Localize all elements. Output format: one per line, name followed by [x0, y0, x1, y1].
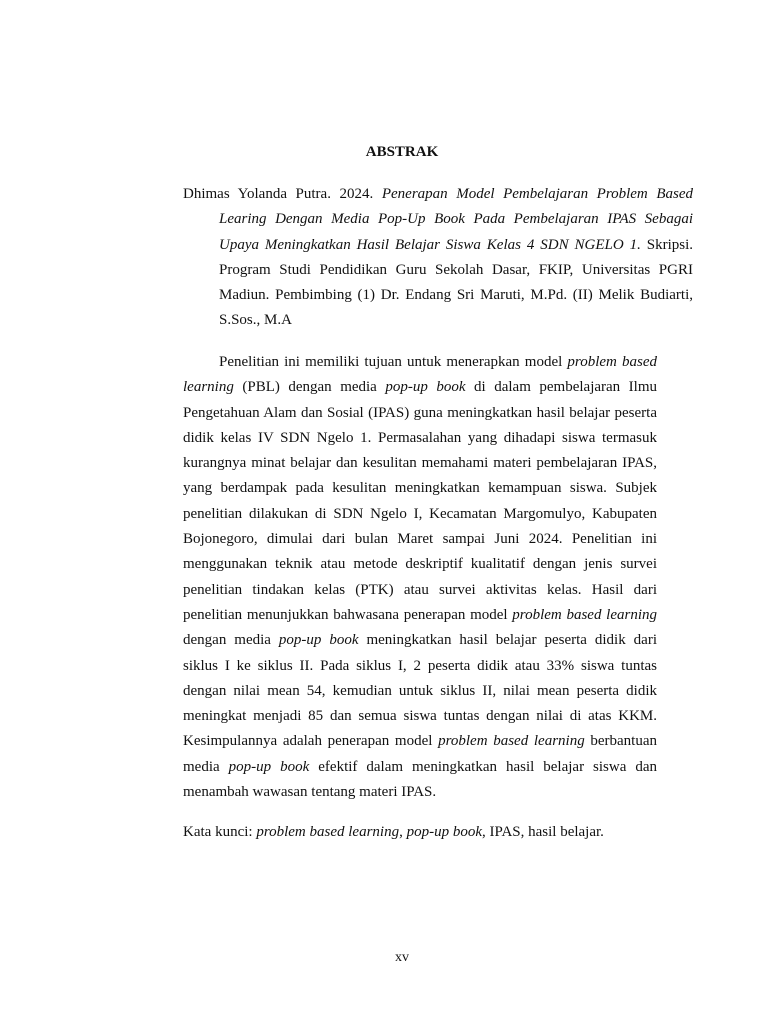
abstract-text: (PBL) dengan media: [233, 379, 386, 396]
page-number: xv: [395, 950, 409, 965]
keyword: problem based learning: [256, 824, 400, 840]
abstract-term: pop-up book: [228, 758, 310, 775]
abstract-term: pop-up book: [385, 379, 466, 396]
keyword-separator: ,: [399, 824, 407, 840]
citation-thesis-title: Penerapan Model Pembelajaran Problem Based Learing Dengan Media Pop-Up Book Pada Pembelajaran IPAS Sebagai Upaya Meningkatkan Hasil Belajar Siswa Kelas 4 SDN NGELO 1.: [219, 186, 693, 253]
keywords-rest: , IPAS, hasil belajar.: [481, 824, 604, 840]
abstract-text: meningkatkan hasil belajar peserta didik dari siklus I ke siklus II. Pada siklus I, 2 peserta didik atau 33% siswa tuntas dengan nilai mean 54, kemudian untuk siklus II, nilai mean peserta didik meningkat menjadi 85 dan semua siswa tuntas dengan nilai di atas KKM. Kesimpulannya adalah penerapan model: [183, 632, 658, 750]
keywords-label: Kata kunci:: [183, 824, 257, 840]
abstract-text: berbantuan media: [183, 733, 658, 775]
abstract-text: Penelitian ini memiliki tujuan untuk menerapkan model: [219, 354, 568, 370]
abstract-term: problem based learning: [183, 354, 657, 396]
abstract-text: di dalam pembelajaran Ilmu Pengetahuan Alam dan Sosial (IPAS) guna meningkatkan hasil belajar peserta didik kelas IV SDN Ngelo 1. Permasalahan yang dihadapi siswa termasuk kurangnya minat belajar dan kesulitan memahami materi pembelajaran IPAS, yang berdampak pada kesulitan meningkatkan kemampuan siswa. Subjek penelitian dilakukan di SDN Ngelo I, Kecamatan Margomulyo, Kabupaten Bojonegoro, dimulai dari bulan Maret sampai Juni 2024. Penelitian ini menggunakan teknik atau metode deskriptif kualitatif dengan jenis survei penelitian tindakan kelas (PTK) atau survei aktivitas kelas. Hasil dari penelitian menunjukkan bahwasana penerapan model: [183, 379, 658, 623]
citation-paragraph: [183, 182, 693, 334]
abstract-term: pop-up book: [278, 632, 359, 649]
abstract-text: efektif dalam meningkatkan hasil belajar siswa dan menambah wawasan tentang materi IPAS.: [183, 758, 658, 801]
keyword: pop-up book: [406, 824, 482, 840]
abstract-paragraph: [183, 350, 657, 805]
citation-author-year: Dhimas Yolanda Putra. 2024.: [183, 186, 382, 202]
abstract-text: dengan media: [183, 632, 279, 649]
citation-details: Skripsi. Program Studi Pendidikan Guru Sekolah Dasar, FKIP, Universitas PGRI Madiun. Pembimbing (1) Dr. Endang Sri Maruti, M.Pd. (II) Melik Budiarti, S.Sos., M.A: [219, 236, 694, 329]
keywords-line: [183, 820, 657, 845]
abstract-term: problem based learning: [438, 733, 585, 750]
abstract-term: problem based learning: [512, 606, 657, 623]
abstract-heading: ABSTRAK: [365, 144, 439, 160]
